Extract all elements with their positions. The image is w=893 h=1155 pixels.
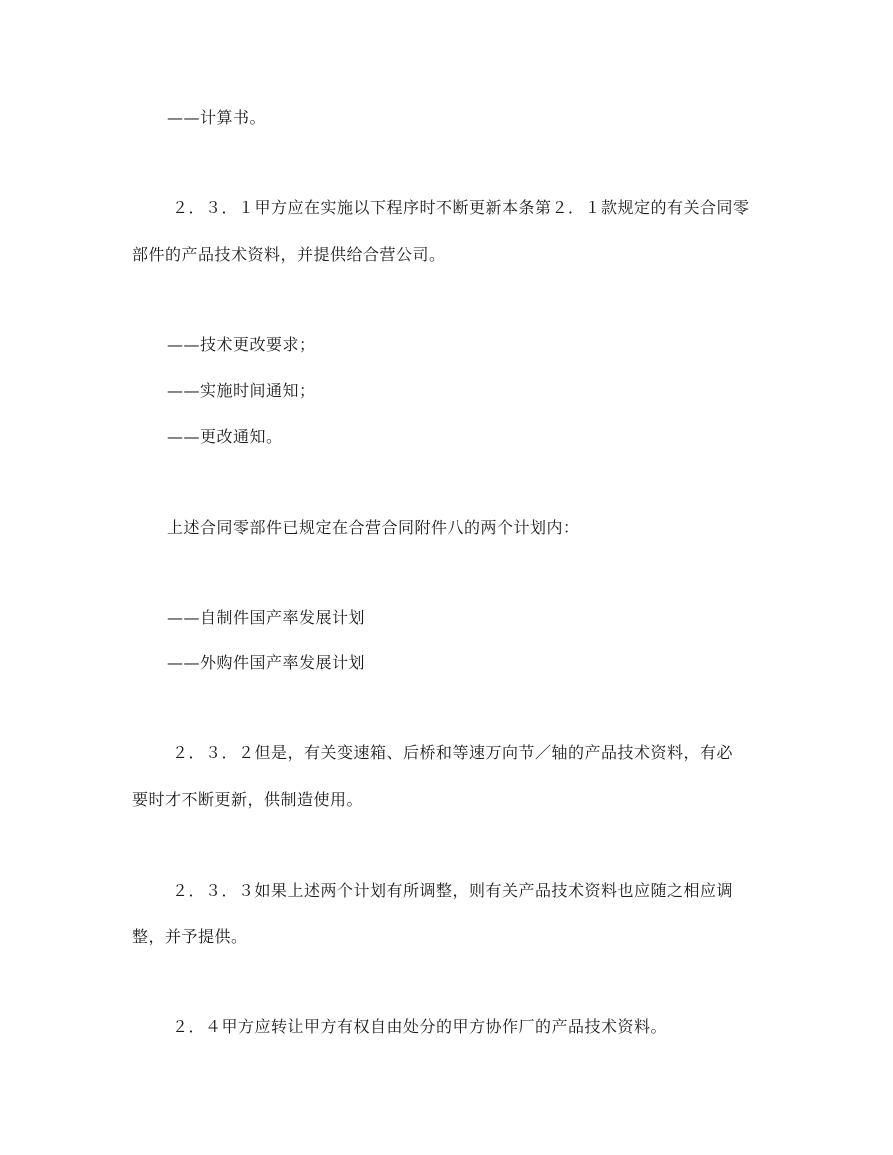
clause-2-3-3-line-2: 整，并予提供。	[132, 927, 248, 946]
item-implementation-notice: ——实施时间通知；	[167, 381, 316, 400]
clause-2-3-1-line-1: ２．３．１甲方应在实施以下程序时不断更新本条第２．１款规定的有关合同零	[172, 198, 750, 217]
item-calculation-book: ——计算书。	[167, 108, 267, 127]
paragraph-two-plans: 上述合同零部件已规定在合营合同附件八的两个计划内：	[167, 518, 580, 537]
item-self-made-parts-plan: ——自制件国产率发展计划	[167, 608, 366, 627]
clause-2-3-3-line-1: ２．３．３如果上述两个计划有所调整，则有关产品技术资料也应随之相应调	[172, 881, 734, 900]
clause-2-4: ２．４甲方应转让甲方有权自由处分的甲方协作厂的产品技术资料。	[172, 1017, 668, 1036]
clause-2-3-2-line-1: ２．３．２但是，有关变速箱、后桥和等速万向节／轴的产品技术资料，有必	[172, 743, 734, 762]
clause-2-3-1-line-2: 部件的产品技术资料，并提供给合营公司。	[132, 245, 446, 264]
clause-2-3-2-line-2: 要时才不断更新，供制造使用。	[132, 790, 364, 809]
item-tech-change-request: ——技术更改要求；	[167, 335, 316, 354]
item-purchased-parts-plan: ——外购件国产率发展计划	[167, 653, 366, 672]
item-change-notice: ——更改通知。	[167, 427, 283, 446]
